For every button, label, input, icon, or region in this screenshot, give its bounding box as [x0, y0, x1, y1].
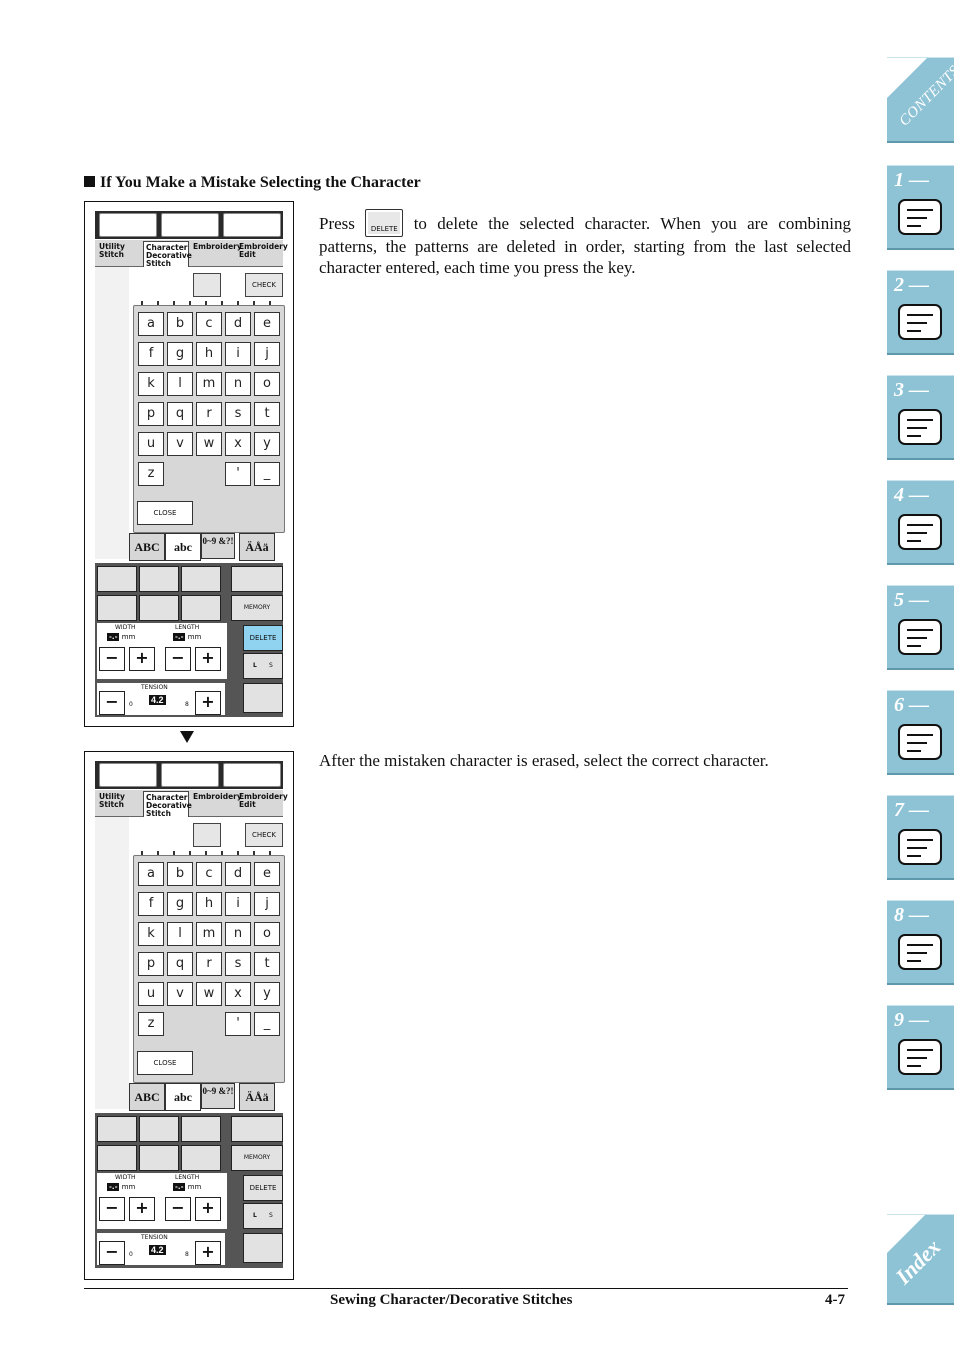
character-key[interactable]: y — [254, 982, 280, 1006]
width-plus-button[interactable]: + — [129, 647, 155, 671]
length-unit: mm — [187, 633, 202, 641]
flip-icon[interactable] — [139, 1145, 179, 1171]
tab-mode[interactable]: Utility Stitch — [99, 792, 125, 809]
instruction-delete — [319, 209, 851, 278]
tension-value-display — [149, 695, 166, 705]
symmetry-icon[interactable] — [181, 595, 221, 621]
tension-value: 4.2 — [151, 695, 164, 705]
character-key[interactable]: _ — [254, 1012, 280, 1036]
stitch-control-panel — [95, 563, 283, 717]
auto-tension-icon[interactable] — [243, 1233, 283, 1263]
tab-mode[interactable]: Embroidery — [193, 242, 242, 251]
length-minus-button[interactable]: − — [165, 1197, 191, 1221]
length-plus-button[interactable]: + — [195, 647, 221, 671]
character-key[interactable]: h — [196, 342, 222, 366]
section-heading — [84, 174, 421, 192]
auto-tension-icon[interactable] — [243, 683, 283, 713]
delete-key-icon — [365, 209, 403, 237]
tab-chapter-5[interactable] — [887, 585, 954, 670]
tab-mode[interactable]: Utility Stitch — [99, 242, 125, 259]
sewing-machine-icon — [895, 190, 945, 240]
tension-max-label: 8 — [185, 1251, 189, 1258]
size-toggle[interactable] — [243, 653, 283, 679]
mode-tabs — [95, 240, 288, 268]
length-unit: mm — [187, 1183, 202, 1191]
stitch-control-panel — [95, 1113, 283, 1268]
tab-mode[interactable]: Embroidery Edit — [239, 242, 288, 259]
screen-top-bar — [95, 761, 283, 789]
tab-chapter-2[interactable] — [887, 270, 954, 355]
tab-chapter-label: 2 — — [894, 274, 929, 296]
scissors-icon[interactable] — [139, 566, 179, 592]
length-value: -.- — [175, 1183, 184, 1191]
tab-chapter-8[interactable] — [887, 900, 954, 985]
character-key[interactable]: u — [138, 982, 164, 1006]
size-l-label: L — [253, 662, 257, 669]
para1-after: to delete the selected character. When you are combining patterns, the patterns are deleted in order, starting from the last selected character entered, each time you press the key. — [319, 214, 851, 277]
character-key[interactable]: f — [138, 342, 164, 366]
character-key[interactable]: s — [225, 952, 251, 976]
tab-mode[interactable]: Character Decorative Stitch — [143, 791, 189, 817]
pattern-repeat-icon[interactable] — [181, 566, 221, 592]
screen-top-bar — [95, 211, 283, 239]
character-keyboard — [133, 305, 285, 533]
shirt-sewing-icon — [895, 820, 945, 870]
para1-before: Press — [319, 214, 366, 233]
length-value: -.- — [175, 633, 184, 641]
help-icon[interactable] — [161, 213, 219, 237]
tension-panel — [97, 1233, 225, 1265]
page-number: 4-7 — [825, 1292, 845, 1308]
character-key[interactable]: k — [138, 372, 164, 396]
width-value-display — [107, 1183, 135, 1191]
character-key[interactable]: d — [225, 862, 251, 886]
character-key[interactable]: v — [167, 982, 193, 1006]
character-key[interactable]: e — [254, 862, 280, 886]
memory-button[interactable]: MEMORY — [231, 595, 283, 621]
character-key[interactable]: p — [138, 402, 164, 426]
check-button[interactable]: CHECK — [245, 823, 283, 847]
width-unit: mm — [121, 633, 136, 641]
tension-max-label: 8 — [185, 701, 189, 708]
screen-frame-after — [84, 751, 294, 1280]
character-key[interactable]: w — [196, 982, 222, 1006]
font-selector — [129, 531, 283, 561]
character-key[interactable]: z — [138, 462, 164, 486]
width-label: WIDTH — [115, 624, 136, 631]
presser-foot-icon[interactable] — [99, 763, 157, 787]
tension-plus-button[interactable]: + — [195, 1241, 221, 1265]
delete-key-label: DELETE — [370, 225, 398, 233]
lock-icon[interactable] — [193, 273, 221, 297]
character-key[interactable]: k — [138, 922, 164, 946]
character-key[interactable]: q — [167, 402, 193, 426]
pattern-repeat-icon[interactable] — [181, 1116, 221, 1142]
length-plus-button[interactable]: + — [195, 1197, 221, 1221]
tension-min-label: 0 — [129, 701, 133, 708]
close-button[interactable]: CLOSE — [137, 501, 193, 525]
character-key[interactable]: d — [225, 312, 251, 336]
needle-mode-icon[interactable] — [231, 1116, 283, 1142]
character-key[interactable]: z — [138, 1012, 164, 1036]
tab-index[interactable] — [887, 1214, 954, 1305]
tab-chapter-label: 9 — — [894, 1009, 929, 1031]
tab-mode[interactable]: Embroidery Edit — [239, 792, 288, 809]
tab-chapter-6[interactable] — [887, 690, 954, 775]
character-key[interactable]: ' — [225, 462, 251, 486]
tension-plus-button[interactable]: + — [195, 691, 221, 715]
character-key[interactable]: b — [167, 862, 193, 886]
square-bullet-icon — [84, 176, 95, 187]
width-length-panel — [97, 623, 227, 679]
tab-chapter-7[interactable] — [887, 795, 954, 880]
length-label: LENGTH — [175, 1174, 200, 1181]
stitch-direction-column — [95, 817, 129, 1109]
lock-icon[interactable] — [193, 823, 221, 847]
font-button[interactable]: abc — [165, 533, 201, 561]
tension-minus-button[interactable]: − — [99, 691, 125, 715]
character-key[interactable]: a — [138, 862, 164, 886]
tab-chapter-4[interactable] — [887, 480, 954, 565]
instruction-select-correct: After the mistaken character is erased, select the correct character. — [319, 751, 769, 770]
tab-chapter-1[interactable] — [887, 165, 954, 250]
character-key[interactable]: i — [225, 892, 251, 916]
character-key[interactable]: w — [196, 432, 222, 456]
delete-button[interactable]: DELETE — [243, 625, 283, 651]
width-length-panel — [97, 1173, 227, 1229]
character-key[interactable]: e — [254, 312, 280, 336]
lcd-screen-before — [95, 211, 288, 717]
tension-label: TENSION — [141, 1234, 168, 1241]
character-key[interactable]: f — [138, 892, 164, 916]
font-button[interactable]: ÄÅä — [239, 1083, 275, 1111]
character-key[interactable]: n — [225, 372, 251, 396]
tension-label: TENSION — [141, 684, 168, 691]
character-key[interactable]: n — [225, 922, 251, 946]
reverse-stitch-icon[interactable] — [97, 1116, 137, 1142]
character-key[interactable]: x — [225, 432, 251, 456]
tension-min-label: 0 — [129, 1251, 133, 1258]
screen-frame-before — [84, 201, 294, 727]
character-key[interactable]: g — [167, 892, 193, 916]
tab-contents[interactable] — [887, 57, 964, 143]
tab-chapter-label: 1 — — [894, 169, 929, 191]
delete-button[interactable]: DELETE — [243, 1175, 283, 1201]
character-key[interactable]: o — [254, 922, 280, 946]
character-key[interactable]: h — [196, 892, 222, 916]
width-value-display — [107, 633, 135, 641]
font-button[interactable]: ABC — [129, 533, 165, 561]
machine-troubleshoot-icon — [895, 1030, 945, 1080]
tab-mode[interactable]: Character Decorative Stitch — [143, 241, 189, 267]
tab-chapter-3[interactable] — [887, 375, 954, 460]
character-key[interactable]: l — [167, 372, 193, 396]
tension-value: 4.2 — [151, 1245, 164, 1255]
embroidery-frame-icon — [895, 610, 945, 660]
memory-button[interactable]: MEMORY — [231, 1145, 283, 1171]
width-unit: mm — [121, 1183, 136, 1191]
machine-maintenance-icon — [895, 925, 945, 975]
character-key[interactable]: g — [167, 342, 193, 366]
tension-value-display — [149, 1245, 166, 1255]
character-keyboard — [133, 855, 285, 1083]
tab-mode[interactable]: Embroidery — [193, 792, 242, 801]
character-key[interactable]: j — [254, 342, 280, 366]
size-s-label: S — [269, 1212, 273, 1219]
character-key[interactable]: r — [196, 952, 222, 976]
width-minus-button[interactable]: − — [99, 1197, 125, 1221]
lcd-screen-after — [95, 761, 288, 1268]
font-button[interactable]: 0~9 &?! — [201, 1083, 235, 1109]
width-value: -.- — [109, 1183, 118, 1191]
mirror-image-icon[interactable] — [97, 1145, 137, 1171]
font-button[interactable]: 0~9 &?! — [201, 533, 235, 559]
width-value: -.- — [109, 633, 118, 641]
width-plus-button[interactable]: + — [129, 1197, 155, 1221]
tab-chapter-label: 6 — — [894, 694, 929, 716]
shirt-embroidered-icon — [895, 715, 945, 765]
character-key[interactable]: u — [138, 432, 164, 456]
character-key[interactable]: m — [196, 922, 222, 946]
tab-index-label: Index — [890, 1234, 946, 1290]
shirt-icon — [895, 400, 945, 450]
thread-spool-icon — [895, 295, 945, 345]
size-l-label: L — [253, 1212, 257, 1219]
character-key[interactable]: s — [225, 402, 251, 426]
character-key[interactable]: y — [254, 432, 280, 456]
help-icon[interactable] — [161, 763, 219, 787]
character-key[interactable]: o — [254, 372, 280, 396]
character-key[interactable]: m — [196, 372, 222, 396]
character-key[interactable]: b — [167, 312, 193, 336]
close-button[interactable]: CLOSE — [137, 1051, 193, 1075]
needle-mode-icon[interactable] — [231, 566, 283, 592]
size-s-label: S — [269, 662, 273, 669]
character-key[interactable]: i — [225, 342, 251, 366]
shirt-abc-icon — [895, 505, 945, 555]
tab-chapter-label: 7 — — [894, 799, 929, 821]
size-toggle[interactable] — [243, 1203, 283, 1229]
reverse-stitch-icon[interactable] — [97, 566, 137, 592]
tab-contents-label: CONTENTS — [896, 62, 964, 130]
settings-icon[interactable] — [223, 213, 281, 237]
tab-chapter-label: 8 — — [894, 904, 929, 926]
character-key[interactable]: x — [225, 982, 251, 1006]
arrow-down-icon — [180, 731, 194, 743]
length-value-display — [173, 1183, 201, 1191]
scissors-icon[interactable] — [139, 1116, 179, 1142]
length-label: LENGTH — [175, 624, 200, 631]
footer-title: Sewing Character/Decorative Stitches — [330, 1292, 573, 1308]
mirror-image-icon[interactable] — [97, 595, 137, 621]
presser-foot-icon[interactable] — [99, 213, 157, 237]
tension-minus-button[interactable]: − — [99, 1241, 125, 1265]
character-key[interactable]: ' — [225, 1012, 251, 1036]
font-button[interactable]: ABC — [129, 1083, 165, 1111]
tab-chapter-label: 5 — — [894, 589, 929, 611]
character-key[interactable]: _ — [254, 462, 280, 486]
length-value-display — [173, 633, 201, 641]
length-minus-button[interactable]: − — [165, 647, 191, 671]
font-selector — [129, 1081, 283, 1111]
font-button[interactable]: abc — [165, 1083, 201, 1111]
symmetry-icon[interactable] — [181, 1145, 221, 1171]
check-button[interactable]: CHECK — [245, 273, 283, 297]
width-minus-button[interactable]: − — [99, 647, 125, 671]
stitch-direction-column — [95, 267, 129, 559]
character-key[interactable]: a — [138, 312, 164, 336]
tension-panel — [97, 683, 225, 715]
flip-icon[interactable] — [139, 595, 179, 621]
character-key[interactable]: v — [167, 432, 193, 456]
character-key[interactable]: t — [254, 952, 280, 976]
mode-tabs — [95, 790, 288, 818]
tab-chapter-9[interactable] — [887, 1005, 954, 1090]
character-key[interactable]: r — [196, 402, 222, 426]
section-heading-text: If You Make a Mistake Selecting the Character — [100, 174, 421, 191]
character-key[interactable]: q — [167, 952, 193, 976]
width-label: WIDTH — [115, 1174, 136, 1181]
tab-chapter-label: 4 — — [894, 484, 929, 506]
character-key[interactable]: c — [196, 312, 222, 336]
settings-icon[interactable] — [223, 763, 281, 787]
tab-chapter-label: 3 — — [894, 379, 929, 401]
font-button[interactable]: ÄÅä — [239, 533, 275, 561]
footer-rule — [84, 1288, 848, 1289]
character-key[interactable]: t — [254, 402, 280, 426]
character-key[interactable]: j — [254, 892, 280, 916]
character-key[interactable]: p — [138, 952, 164, 976]
character-key[interactable]: l — [167, 922, 193, 946]
character-key[interactable]: c — [196, 862, 222, 886]
